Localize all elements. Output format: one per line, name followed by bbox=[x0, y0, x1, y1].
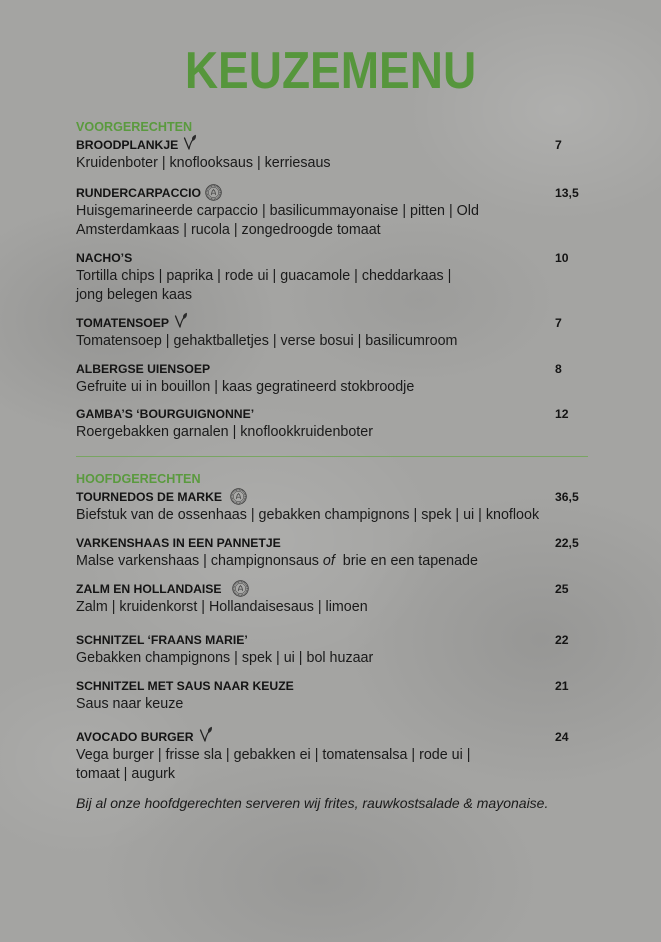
menu-item bbox=[76, 136, 588, 173]
menu-item bbox=[76, 488, 588, 525]
dish-description: Roergebakken garnalen | knoflookkruidenboter bbox=[76, 424, 373, 440]
menu-item-header bbox=[76, 184, 588, 202]
menu-item-header bbox=[76, 580, 588, 598]
menu-item bbox=[76, 314, 588, 351]
dish-price: 25 bbox=[555, 582, 569, 596]
section-heading-mains: HOOFDGERECHTEN bbox=[76, 472, 201, 486]
dish-name: GAMBA’S ‘BOURGUIGNONNE’ bbox=[76, 407, 255, 421]
menu-item bbox=[76, 728, 588, 784]
section-divider bbox=[76, 456, 588, 457]
dish-description: Tomatensoep | gehaktballetjes | verse bosui | basilicumroom bbox=[76, 333, 458, 349]
menu-item-header bbox=[76, 360, 588, 378]
dish-price: 22 bbox=[555, 633, 569, 647]
dish-name: TOMATENSOEP bbox=[76, 316, 169, 330]
dish-description-emphasis: of bbox=[322, 553, 335, 569]
badge-icon bbox=[205, 184, 222, 201]
dish-price: 22,5 bbox=[555, 536, 579, 550]
dish-description: Amsterdamkaas | rucola | zongedroogde tomaat bbox=[76, 222, 381, 238]
dish-price: 36,5 bbox=[555, 490, 579, 504]
dish-description: tomaat | augurk bbox=[76, 766, 176, 782]
menu-item-header bbox=[76, 405, 588, 423]
menu-item-header bbox=[76, 136, 588, 154]
vegetarian-icon bbox=[183, 134, 197, 150]
dish-price: 7 bbox=[555, 138, 562, 152]
dish-name: SCHNITZEL MET SAUS NAAR KEUZE bbox=[76, 679, 294, 693]
dish-name: VARKENSHAAS IN EEN PANNETJE bbox=[76, 536, 281, 550]
dish-description bbox=[76, 552, 588, 571]
dish-description: Saus naar keuze bbox=[76, 696, 184, 712]
menu-item bbox=[76, 580, 588, 617]
menu-item-header bbox=[76, 534, 588, 552]
dish-price: 10 bbox=[555, 251, 569, 265]
menu-item-header bbox=[76, 488, 588, 506]
dish-price: 7 bbox=[555, 316, 562, 330]
dish-description: Tortilla chips | paprika | rode ui | guacamole | cheddarkaas | bbox=[76, 268, 452, 284]
dish-description-part: Malse varkenshaas | champignonsaus bbox=[76, 553, 323, 569]
dish-name: AVOCADO BURGER bbox=[76, 730, 194, 744]
dish-description: Biefstuk van de ossenhaas | gebakken champignons | spek | ui | knoflook bbox=[76, 507, 540, 523]
dish-name: SCHNITZEL ‘FRAANS MARIE’ bbox=[76, 633, 248, 647]
section-heading-starters: VOORGERECHTEN bbox=[76, 120, 193, 134]
menu-item bbox=[76, 360, 588, 397]
vegetarian-icon bbox=[174, 312, 188, 328]
menu-item bbox=[76, 249, 588, 305]
menu-item bbox=[76, 631, 588, 668]
dish-price: 24 bbox=[555, 730, 569, 744]
dish-name: NACHO’S bbox=[76, 251, 133, 265]
dish-name: ALBERGSE UIENSOEP bbox=[76, 362, 211, 376]
dish-name: TOURNEDOS DE MARKE bbox=[76, 490, 223, 504]
dish-price: 8 bbox=[555, 362, 562, 376]
dish-price: 21 bbox=[555, 679, 569, 693]
menu-item-header bbox=[76, 314, 588, 332]
menu-item-header bbox=[76, 249, 588, 267]
menu-item-header bbox=[76, 631, 588, 649]
vegetarian-icon bbox=[199, 726, 213, 742]
menu-item bbox=[76, 534, 588, 571]
dish-description-part: brie en een tapenade bbox=[334, 553, 478, 569]
dish-name: BROODPLANKJE bbox=[76, 138, 179, 152]
dish-description: Gebakken champignons | spek | ui | bol huzaar bbox=[76, 650, 374, 666]
dish-description: Kruidenboter | knoflooksaus | kerriesaus bbox=[76, 155, 331, 171]
dish-description: jong belegen kaas bbox=[76, 287, 193, 303]
menu-item bbox=[76, 184, 588, 240]
dish-description: Gefruite ui in bouillon | kaas gegratineerd stokbroodje bbox=[76, 379, 415, 395]
dish-price: 12 bbox=[555, 407, 569, 421]
menu-item bbox=[76, 405, 588, 442]
dish-description: Vega burger | frisse sla | gebakken ei | tomatensalsa | rode ui | bbox=[76, 747, 471, 763]
badge-icon bbox=[232, 580, 249, 597]
badge-icon bbox=[230, 488, 247, 505]
menu-item bbox=[76, 677, 588, 714]
menu-footnote: Bij al onze hoofdgerechten serveren wij frites, rauwkostsalade & mayonaise. bbox=[76, 795, 549, 811]
dish-price: 13,5 bbox=[555, 186, 579, 200]
dish-name: ZALM EN HOLLANDAISE bbox=[76, 582, 222, 596]
page-title: KEUZEMENU bbox=[184, 41, 477, 100]
dish-name: RUNDERCARPACCIO bbox=[76, 186, 202, 200]
menu-item-header bbox=[76, 728, 588, 746]
menu-item-header bbox=[76, 677, 588, 695]
dish-description: Huisgemarineerde carpaccio | basilicummayonaise | pitten | Old bbox=[76, 203, 479, 219]
dish-description: Zalm | kruidenkorst | Hollandaisesaus | limoen bbox=[76, 599, 368, 615]
